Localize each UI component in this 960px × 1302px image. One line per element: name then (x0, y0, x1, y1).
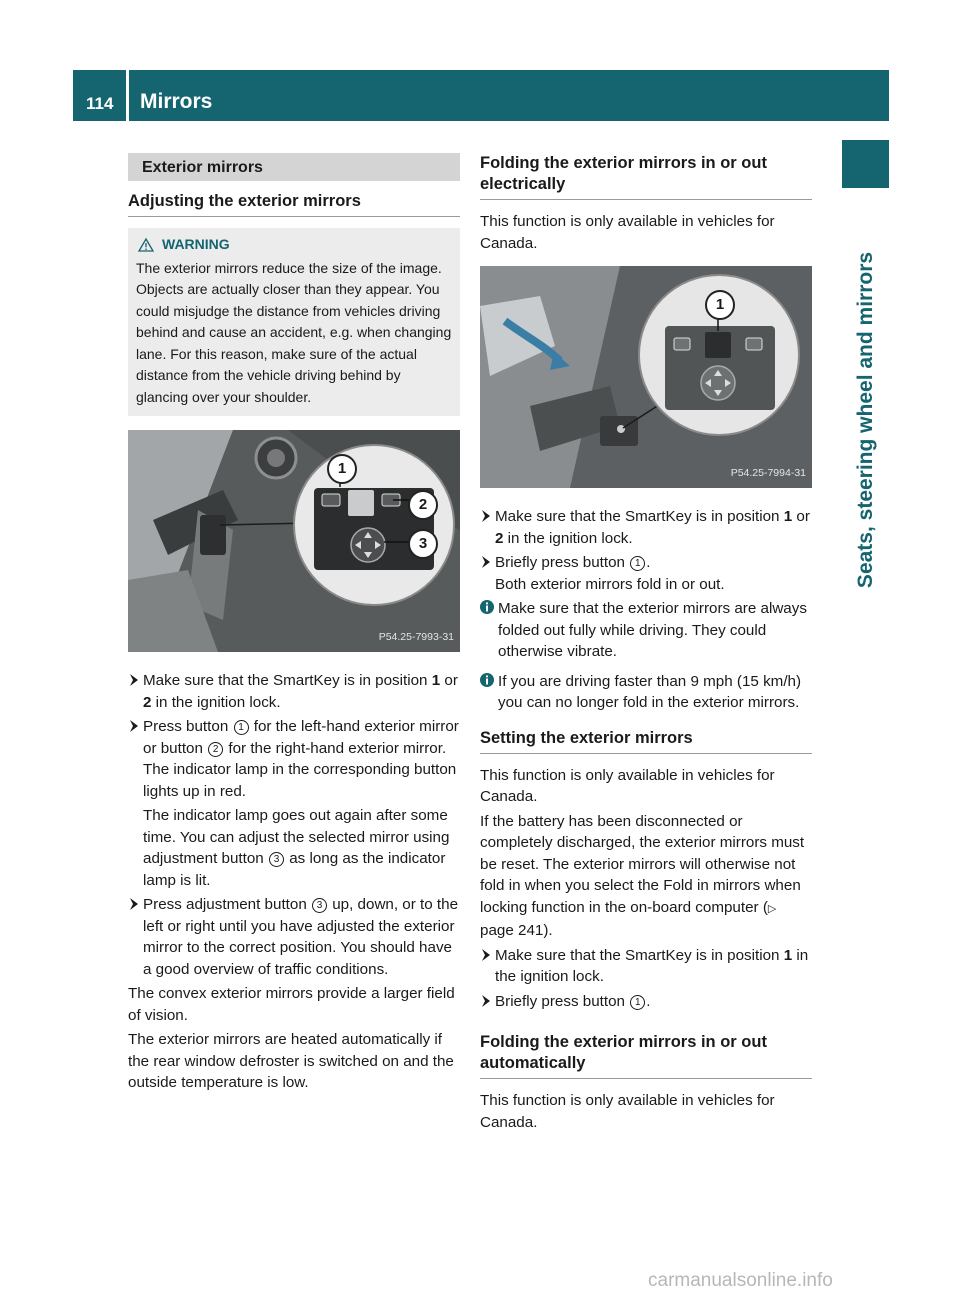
figure-code: P54.25-7994-31 (730, 466, 806, 479)
chapter-tab (842, 140, 889, 188)
subheading-adjusting: Adjusting the exterior mirrors (128, 191, 460, 217)
right-column (480, 153, 812, 1136)
step-smartkey: Make sure that the SmartKey is in position 1 in the ignition lock. (480, 945, 812, 988)
info-note: If you are driving faster than 9 mph (15 km/h) you can no longer fold in the exterior mirrors. (480, 671, 812, 714)
step-smartkey: Make sure that the SmartKey is in position 1 or 2 in the ignition lock. (480, 506, 812, 549)
step-arrow-icon (129, 673, 139, 687)
body-paragraph: The exterior mirrors are heated automatically if the rear window defroster is switched on and the outside temperature is low. (128, 1031, 454, 1091)
page-title: Mirrors (140, 90, 213, 113)
step-result-text: The indicator lamp goes out again after some time. You can adjust the selected mirror using adjustment button 3 as long as the indicator lamp is lit. (143, 807, 450, 889)
body-paragraph: The convex exterior mirrors provide a larger field of vision. (128, 985, 455, 1024)
step-arrow-icon (481, 555, 491, 569)
figure-callout-1: 1 (705, 290, 735, 320)
figure-code: P54.25-7993-31 (378, 630, 454, 643)
step-press-button: Briefly press button 1 . (480, 991, 812, 1013)
heading-setting: Setting the exterior mirrors (480, 728, 812, 754)
step-arrow-icon (129, 719, 139, 733)
info-icon (480, 600, 494, 614)
callout-ref-3: 3 (312, 898, 327, 913)
body-paragraph: This function is only available in vehicles for Canada. (480, 766, 775, 805)
page-number: 114 (86, 94, 114, 113)
step-smartkey: Make sure that the SmartKey is in position 1 or 2 in the ignition lock. (128, 670, 460, 713)
step-arrow-icon (129, 897, 139, 911)
callout-ref-1: 1 (234, 720, 249, 735)
door-panel-photo (480, 266, 812, 488)
warning-title: WARNING (162, 236, 230, 252)
figure-callout-2: 2 (408, 490, 438, 520)
callout-ref-1: 1 (630, 556, 645, 571)
step-adjust: Press adjustment button 3 up, down, or to the left or right until you have adjusted the exterior mirror to the correct position. You should have a good overview of traffic conditions. (128, 894, 460, 980)
page-ref-arrow-icon: ▷ (767, 902, 777, 915)
step-press-button: Briefly press button 1 . Both exterior mirrors fold in or out. (480, 552, 812, 595)
callout-ref-3: 3 (269, 852, 284, 867)
heading-fold-automatically: Folding the exterior mirrors in or out automatically (480, 1032, 812, 1079)
step-result-text: Both exterior mirrors fold in or out. (495, 575, 725, 593)
figure-mirror-controls (128, 430, 460, 652)
heading-fold-electrically: Folding the exterior mirrors in or out electrically (480, 153, 812, 200)
info-icon (480, 673, 494, 687)
left-column (128, 153, 460, 1097)
step-press-button: Press button 1 for the left-hand exterior mirror or button 2 for the right-hand exterior mirror. The indicator lamp in the corresponding button lights up in red. The indicator lamp goes out again after some time. You can adjust the selected mirror using adjustment button 3 as long as the indicator lamp is lit. (128, 716, 460, 891)
body-paragraph: This function is only available in vehicles for Canada. (480, 1092, 775, 1131)
callout-ref-2: 2 (208, 742, 223, 757)
warning-header (136, 234, 452, 256)
warning-box (128, 228, 460, 416)
chapter-label: Seats, steering wheel and mirrors (854, 251, 877, 589)
body-paragraph: This function is only available in vehicles for Canada. (480, 213, 775, 252)
figure-fold-button (480, 266, 812, 488)
step-arrow-icon (481, 994, 491, 1008)
step-arrow-icon (481, 509, 491, 523)
warning-triangle-icon (138, 238, 154, 252)
figure-callout-1: 1 (327, 454, 357, 484)
warning-text: The exterior mirrors reduce the size of the image. Objects are actually closer than they appear. You could misjudge the distance from vehicles driving behind and cause an accident, e.g. when changing lane. For this reason, make sure of the actual distance from the vehicle driving behind by glancing over your shoulder. (136, 259, 452, 405)
figure-callout-3: 3 (408, 529, 438, 559)
body-paragraph: If the battery has been disconnected or completely discharged, the exterior mirrors must be reset. The exterior mirrors will otherwise not fold in when you select the Fold in mirrors when locking function in the on-board computer (▷ page 241). (480, 812, 805, 939)
info-note: Make sure that the exterior mirrors are always folded out fully while driving. They could otherwise vibrate. (480, 598, 812, 663)
step-arrow-icon (481, 948, 491, 962)
watermark: carmanualsonline.info (648, 1270, 833, 1291)
step-result-text: The indicator lamp in the corresponding button lights up in red. (143, 761, 457, 800)
header-divider (126, 70, 129, 121)
section-title: Exterior mirrors (128, 153, 460, 181)
callout-ref-1: 1 (630, 995, 645, 1010)
